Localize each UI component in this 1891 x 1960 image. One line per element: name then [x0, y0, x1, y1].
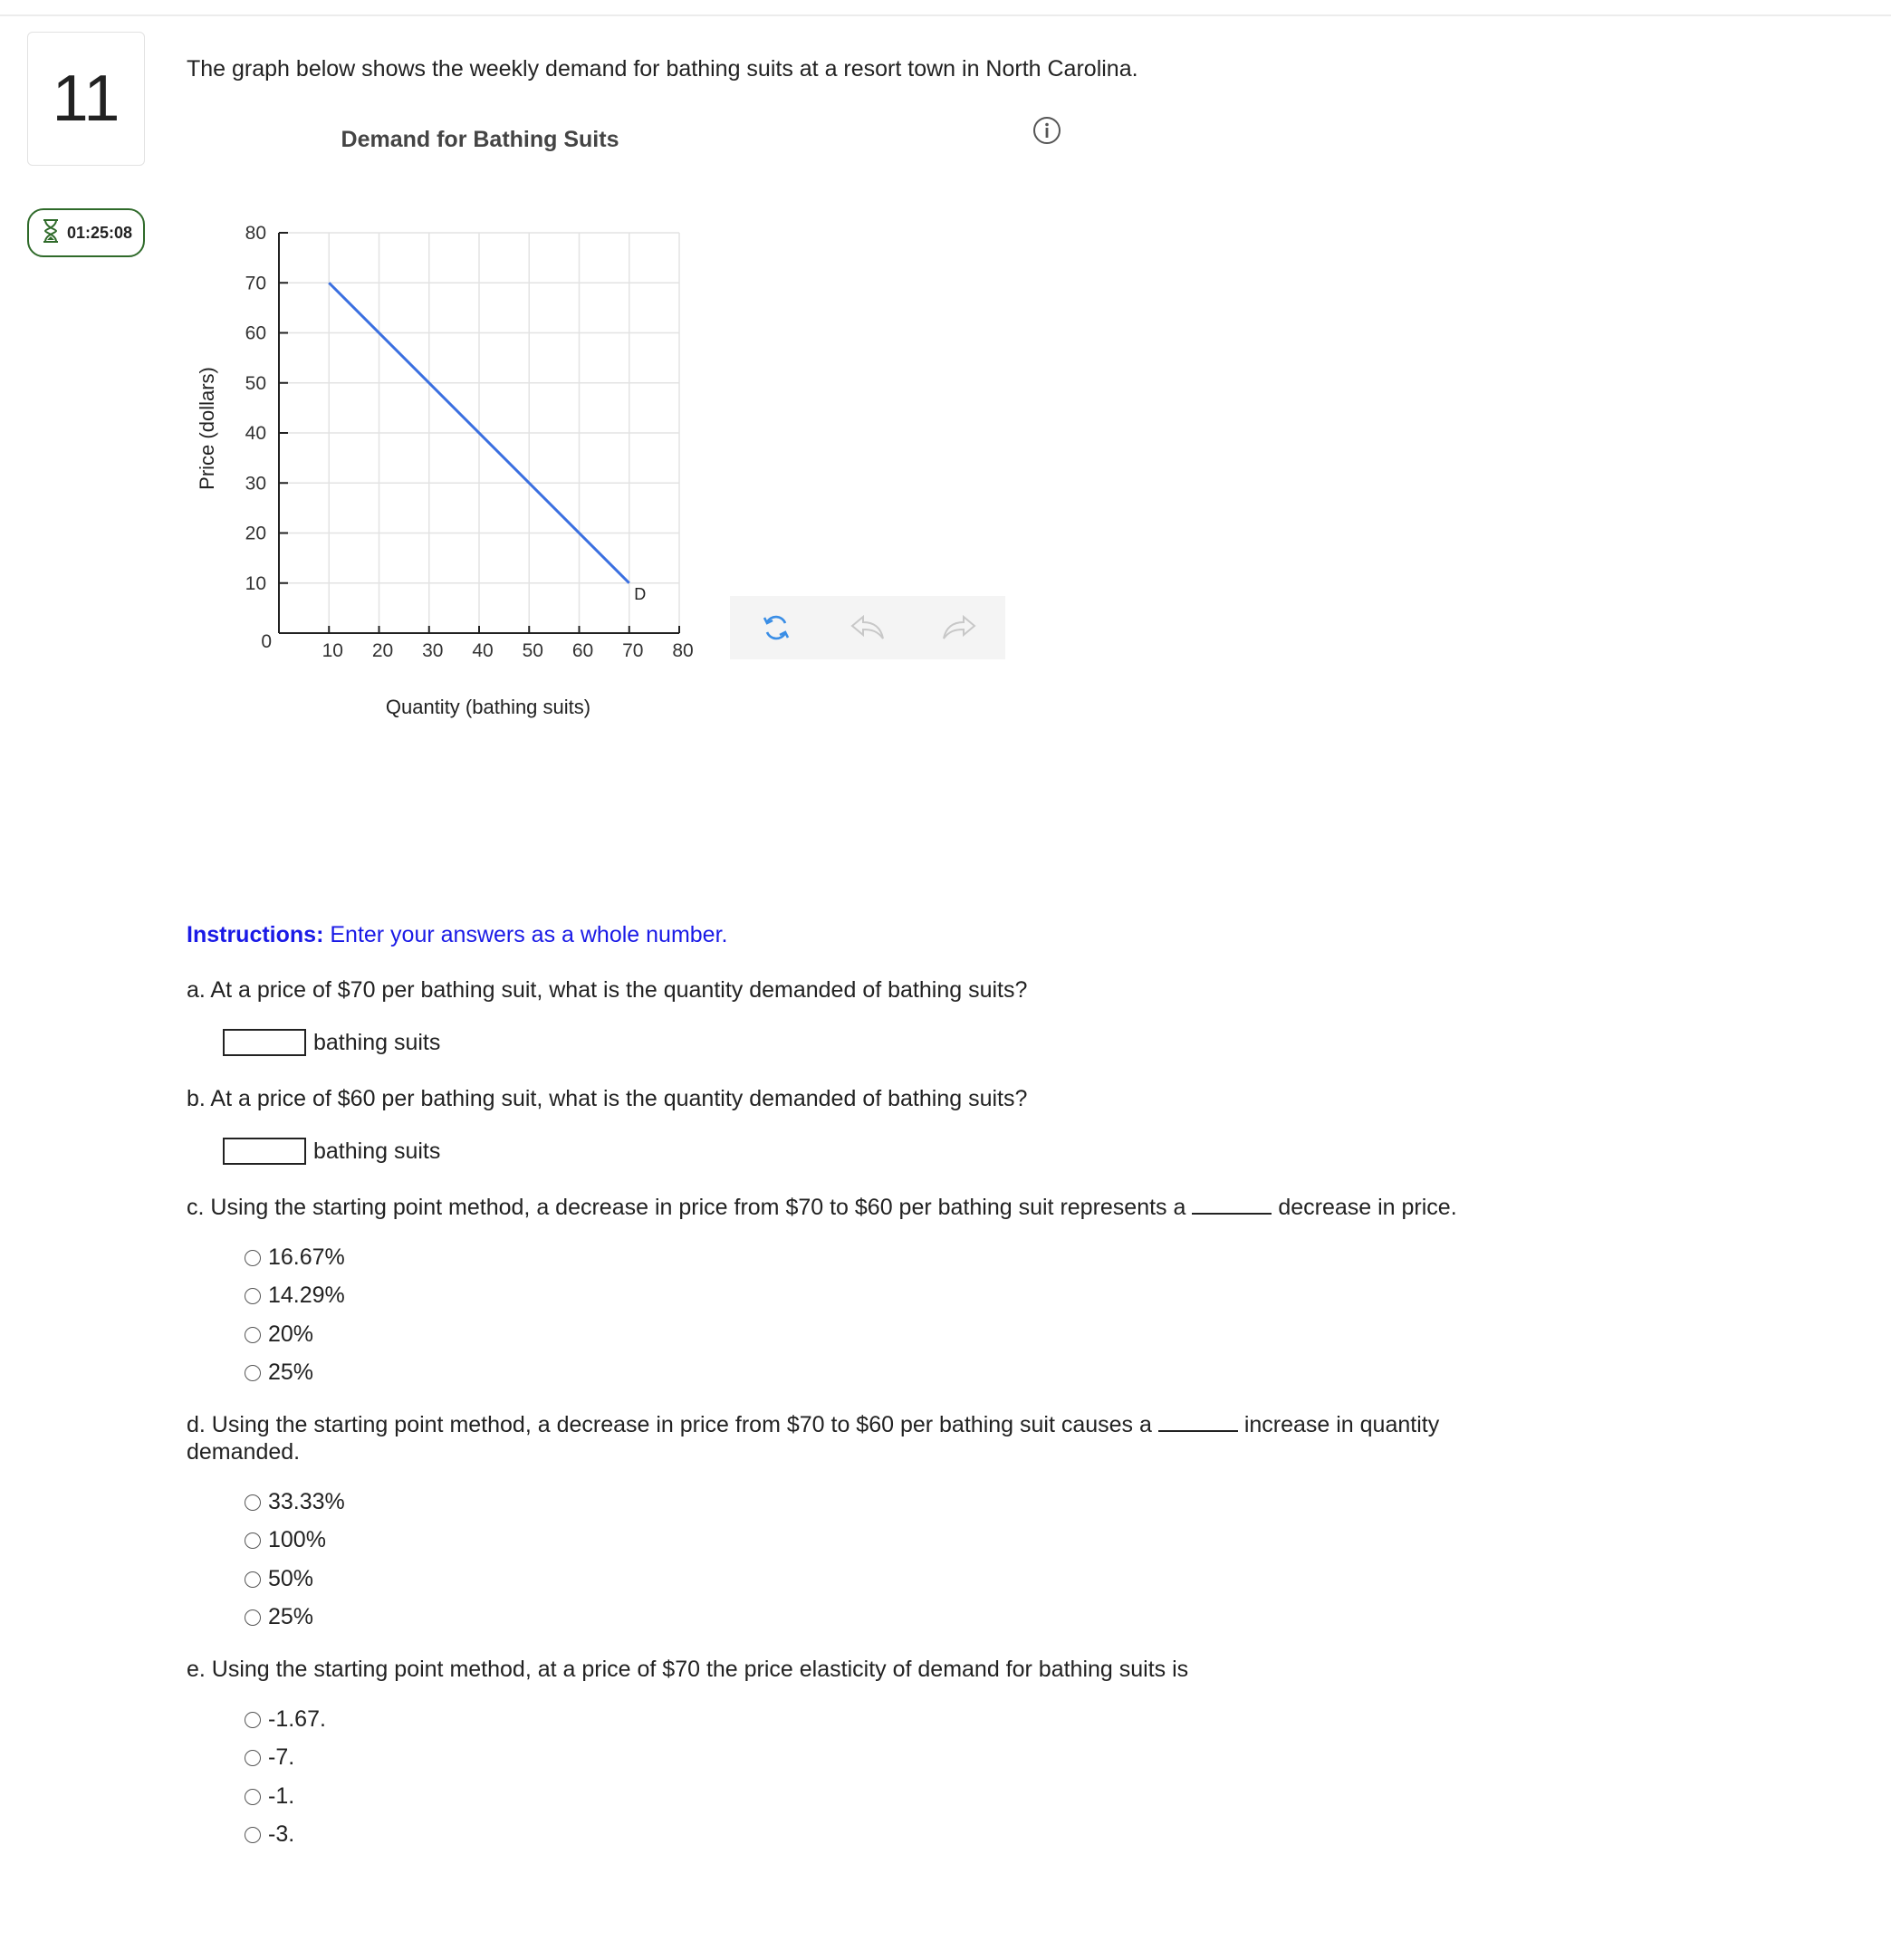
radio-button[interactable] [245, 1250, 261, 1266]
option-label: -1. [268, 1783, 295, 1809]
part-c-blank [1192, 1195, 1272, 1215]
top-divider [0, 14, 1891, 16]
y-tick-label: 10 [245, 572, 266, 594]
option-label: -1.67. [268, 1706, 326, 1732]
x-tick-label: 70 [622, 640, 644, 661]
x-tick-label: 10 [322, 640, 343, 661]
radio-button[interactable] [245, 1827, 261, 1843]
radio-button[interactable] [245, 1571, 261, 1588]
undo-icon[interactable] [840, 600, 895, 655]
radio-button[interactable] [245, 1494, 261, 1511]
chart-series [329, 283, 646, 603]
option-label: 20% [268, 1321, 314, 1347]
part-c-option[interactable] [245, 1244, 345, 1271]
instructions-text: Enter your answers as a whole number. [330, 922, 728, 947]
radio-button[interactable] [245, 1712, 261, 1728]
option-label: 14.29% [268, 1283, 345, 1308]
x-tick-label: 20 [371, 640, 394, 661]
radio-button[interactable] [245, 1288, 261, 1304]
radio-button[interactable] [245, 1789, 261, 1805]
demand-chart[interactable] [181, 118, 725, 738]
radio-button[interactable] [245, 1609, 261, 1626]
part-a-question: a. At a price of $70 per bathing suit, what is the quantity demanded of bathing suits? [187, 977, 1028, 1003]
demand-curve-label: D [634, 584, 647, 603]
instructions [187, 922, 727, 948]
part-c-question [187, 1194, 1457, 1221]
x-axis-label: Quantity (bathing suits) [385, 696, 591, 718]
part-d-option[interactable] [245, 1489, 345, 1515]
y-axis-label: Price (dollars) [196, 367, 218, 490]
part-e-option[interactable] [245, 1783, 294, 1810]
part-c-text-before: c. Using the starting point method, a decrease in price from $70 to $60 per bathing suit represents a [187, 1195, 1186, 1220]
part-a-unit: bathing suits [313, 1029, 441, 1055]
instructions-label: Instructions: [187, 922, 324, 947]
graph-toolbar [730, 596, 1005, 659]
radio-button[interactable] [245, 1327, 261, 1343]
x-tick-label: 60 [571, 640, 594, 661]
chart-title: Demand for Bathing Suits [341, 127, 619, 152]
refresh-icon[interactable] [749, 600, 803, 655]
part-d-option[interactable] [245, 1527, 326, 1553]
part-c-option[interactable] [245, 1360, 313, 1386]
y-tick-label: 50 [245, 372, 266, 394]
option-label: 100% [268, 1527, 326, 1552]
y-tick-label: 80 [245, 223, 266, 244]
option-label: 25% [268, 1360, 314, 1385]
x-tick-label: 50 [522, 640, 543, 661]
redo-icon[interactable] [932, 600, 986, 655]
part-c-option[interactable] [245, 1321, 313, 1348]
part-d-option[interactable] [245, 1604, 313, 1630]
radio-button[interactable] [245, 1750, 261, 1766]
option-label: -7. [268, 1744, 295, 1770]
part-d-blank [1158, 1412, 1238, 1432]
part-d-text-after: increase in quantity demanded. [187, 1412, 1440, 1465]
info-icon[interactable] [1032, 116, 1061, 149]
y-tick-label: 70 [245, 273, 266, 294]
radio-button[interactable] [245, 1365, 261, 1381]
question-number: 11 [27, 32, 145, 166]
option-label: 50% [268, 1566, 314, 1591]
part-e-option[interactable] [245, 1744, 294, 1771]
part-e-option[interactable] [245, 1821, 294, 1848]
part-b-input[interactable] [223, 1138, 306, 1165]
part-e-option[interactable] [245, 1706, 326, 1733]
y-tick-label: 30 [245, 473, 266, 495]
origin-label: 0 [261, 631, 272, 652]
part-a-answer [223, 1029, 440, 1056]
part-e-question: e. Using the starting point method, at a price of $70 the price elasticity of demand for bathing suits is [187, 1657, 1189, 1682]
y-tick-label: 40 [245, 423, 266, 444]
part-b-question: b. At a price of $60 per bathing suit, what is the quantity demanded of bathing suits? [187, 1086, 1028, 1111]
option-label: 33.33% [268, 1489, 345, 1514]
x-tick-label: 80 [672, 640, 694, 661]
y-tick-label: 20 [245, 523, 266, 544]
part-a-input[interactable] [223, 1029, 306, 1056]
part-b-unit: bathing suits [313, 1138, 441, 1164]
part-d-question [187, 1411, 1473, 1465]
part-d-option[interactable] [245, 1566, 313, 1592]
radio-button[interactable] [245, 1532, 261, 1549]
x-tick-label: 40 [472, 640, 494, 661]
part-c-option[interactable] [245, 1283, 345, 1309]
question-prompt: The graph below shows the weekly demand for bathing suits at a resort town in North Carolina. [187, 56, 1138, 82]
x-tick-label: 30 [422, 640, 444, 661]
option-label: 25% [268, 1604, 314, 1629]
option-label: 16.67% [268, 1244, 345, 1270]
part-d-text-before: d. Using the starting point method, a decrease in price from $70 to $60 per bathing suit causes a [187, 1412, 1152, 1437]
part-c-text-after: decrease in price. [1278, 1195, 1457, 1220]
option-label: -3. [268, 1821, 295, 1847]
chart-ticks [245, 223, 694, 661]
y-tick-label: 60 [245, 322, 266, 344]
part-b-answer [223, 1138, 440, 1165]
timer-badge [27, 208, 145, 257]
hourglass-icon [42, 218, 60, 248]
timer-text: 01:25:08 [67, 223, 133, 242]
